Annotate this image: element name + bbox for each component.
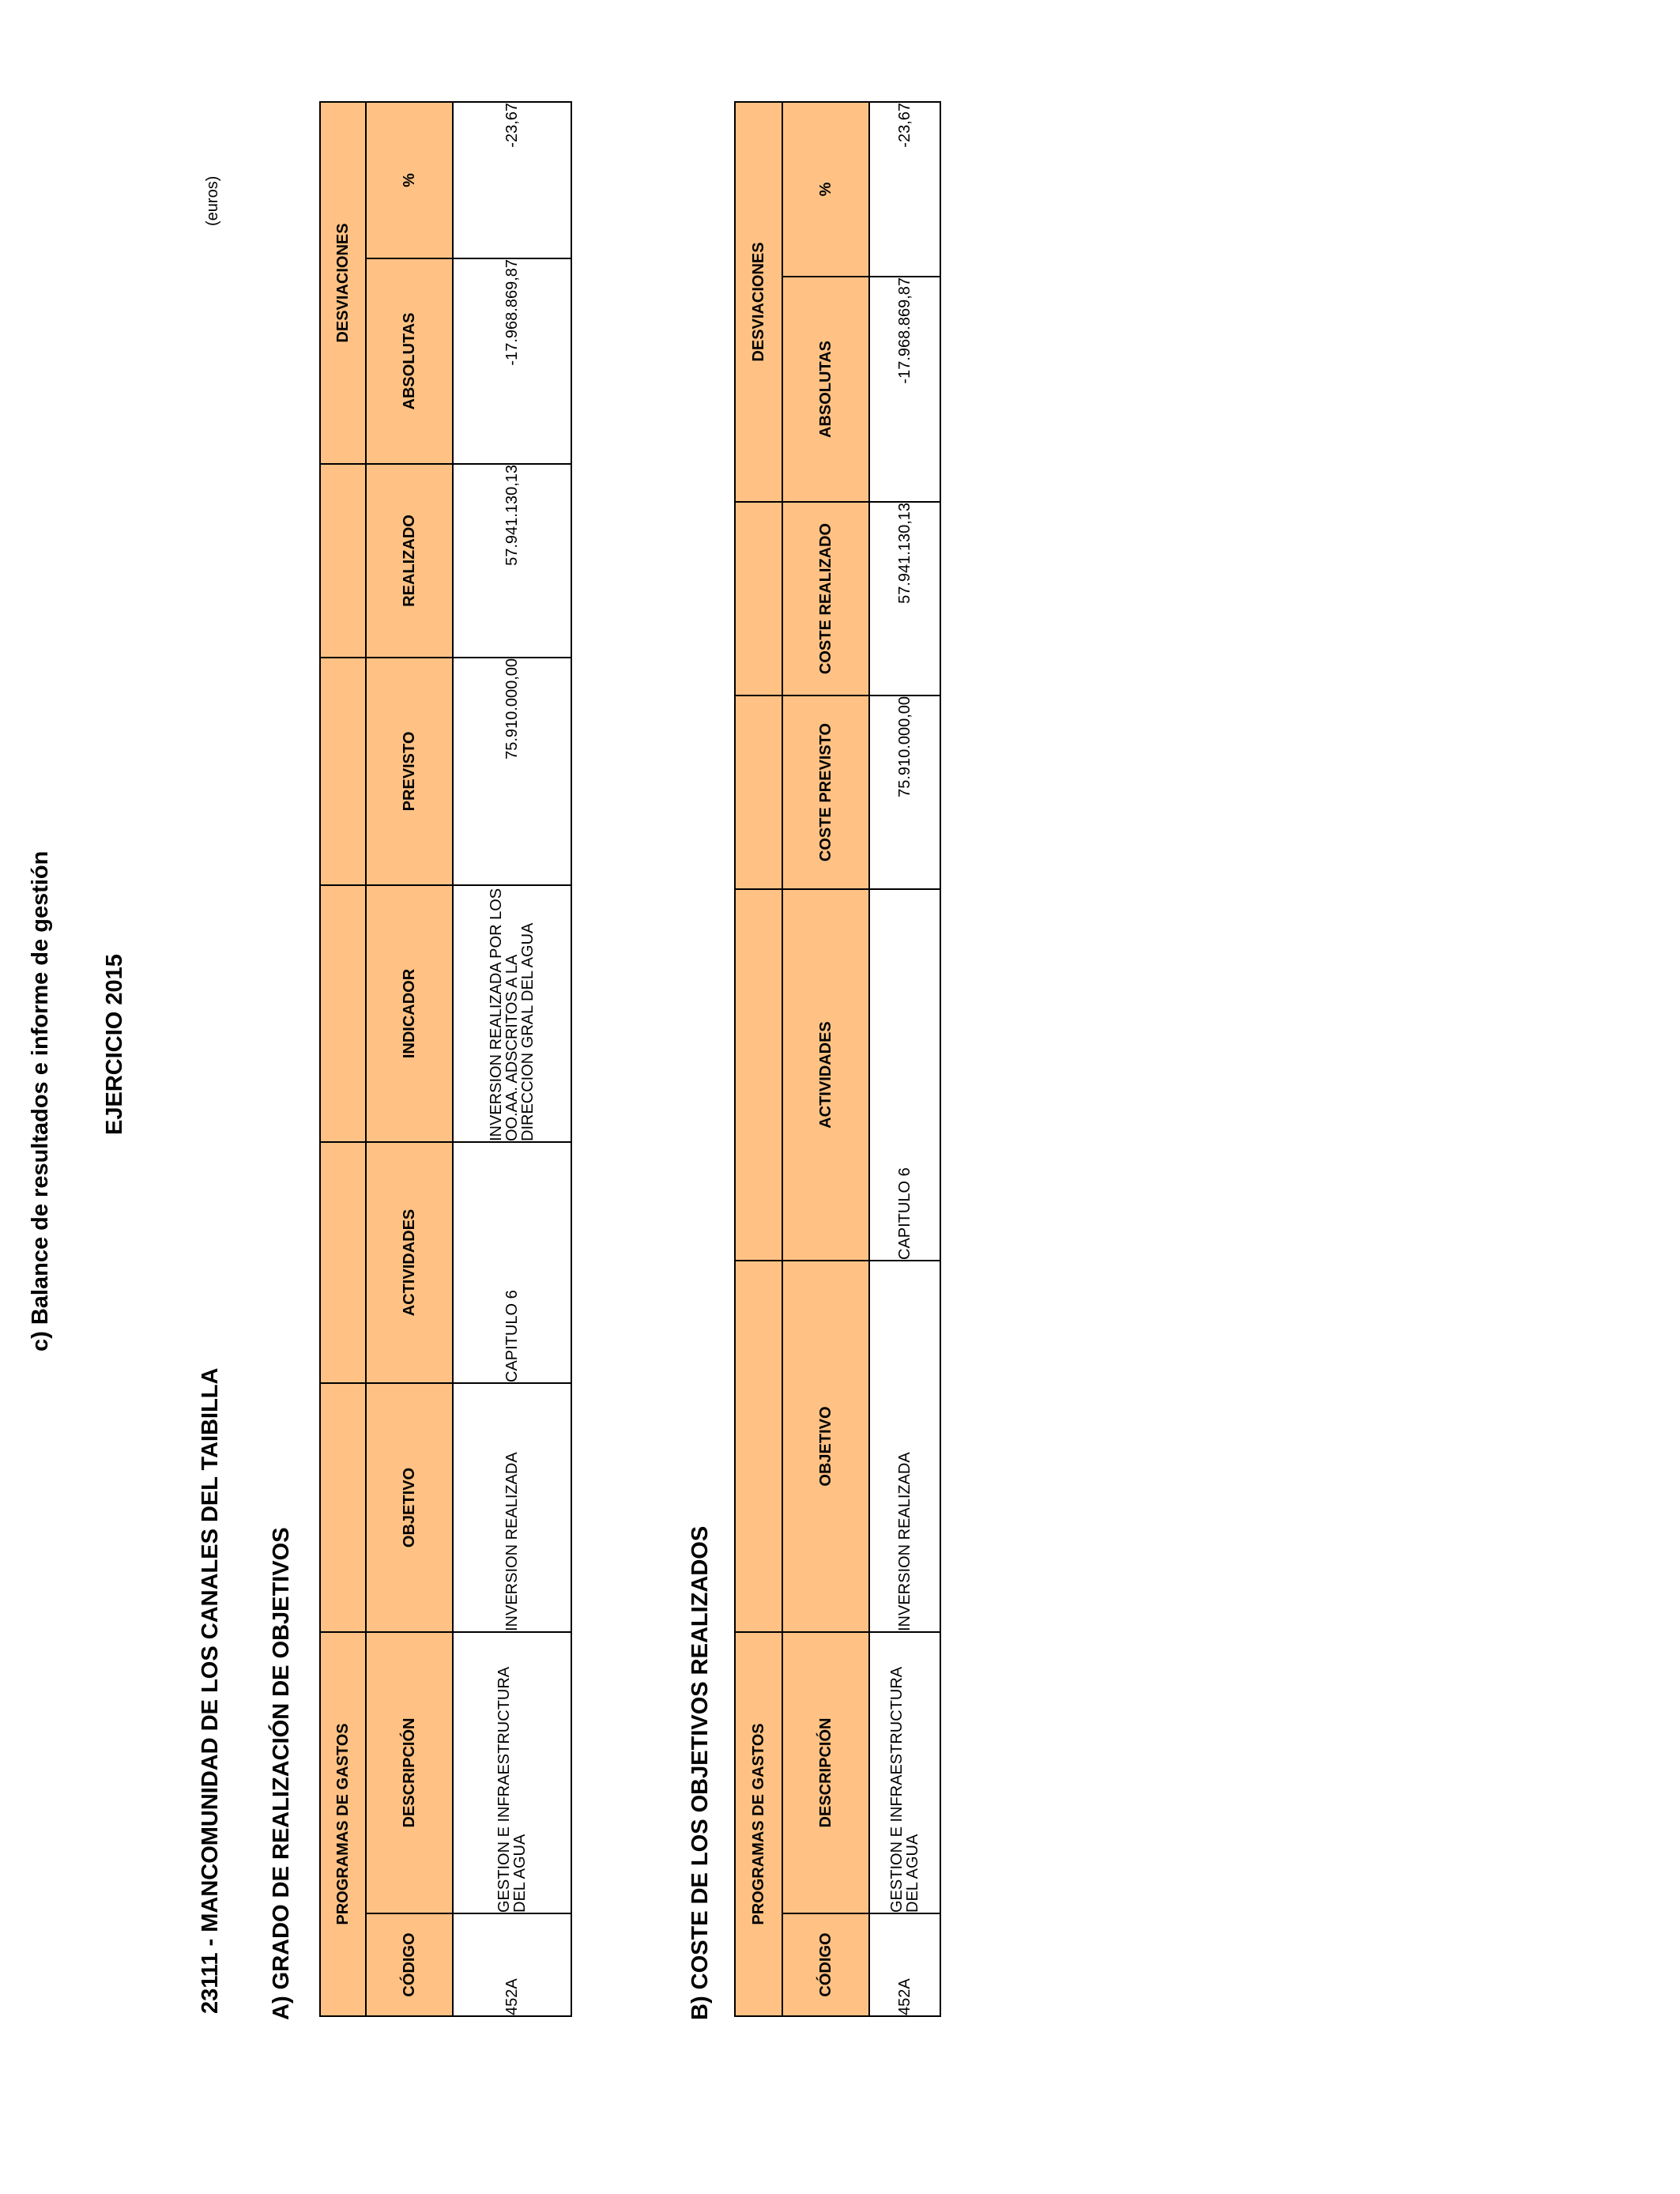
col-absolutas: ABSOLUTAS [366,258,453,464]
group-desviaciones: DESVIACIONES [735,102,782,502]
cell-objetivo: INVERSION REALIZADA [869,1261,940,1632]
cell-actividades: CAPITULO 6 [453,1142,571,1383]
cell-absolutas: -17.968.869,87 [869,277,940,502]
group-programas-gastos: PROGRAMAS DE GASTOS [320,1632,366,2016]
cell-porcentaje: -23,67 [453,102,571,258]
header-filler [735,1261,782,1632]
group-desviaciones: DESVIACIONES [320,102,366,464]
col-codigo: CÓDIGO [782,1913,869,2016]
cell-porcentaje: -23,67 [869,102,940,277]
col-porcentaje: % [366,102,453,258]
cell-descripcion: GESTION E INFRAESTRUCTURA DEL AGUA [869,1632,940,1913]
section-b-title: B) COSTE DE LOS OBJETIVOS REALIZADOS [687,1525,713,2020]
col-previsto: PREVISTO [366,658,453,885]
header-filler [320,1142,366,1383]
col-actividades: ACTIVIDADES [782,889,869,1261]
cell-realizado: 57.941.130,13 [453,464,571,658]
col-absolutas: ABSOLUTAS [782,277,869,502]
cell-absolutas: -17.968.869,87 [453,258,571,464]
cell-coste-previsto: 75.910.000,00 [869,696,940,889]
col-objetivo: OBJETIVO [782,1261,869,1632]
cell-coste-realizado: 57.941.130,13 [869,502,940,696]
col-coste-previsto: COSTE PREVISTO [782,696,869,889]
table-row [453,102,571,2016]
group-programas-gastos: PROGRAMAS DE GASTOS [735,1632,782,2016]
col-objetivo: OBJETIVO [366,1383,453,1632]
cell-codigo: 452A [453,1913,571,2016]
cell-codigo: 452A [869,1913,940,2016]
header-filler [735,696,782,889]
cell-descripcion: GESTION E INFRAESTRUCTURA DEL AGUA [453,1632,571,1913]
section-a-title: A) GRADO DE REALIZACIÓN DE OBJETIVOS [269,1527,294,2020]
year-title: EJERCICIO 2015 [102,954,127,1135]
col-coste-realizado: COSTE REALIZADO [782,502,869,696]
cell-objetivo: INVERSION REALIZADA [453,1383,571,1632]
units-label: (euros) [204,175,221,226]
col-codigo: CÓDIGO [366,1913,453,2016]
objectives-table [319,101,572,2017]
entity-title: 23111 - MANCOMUNIDAD DE LOS CANALES DEL TAIBILLA [198,1367,223,2014]
col-descripcion: DESCRIPCIÓN [366,1632,453,1913]
header-filler [320,1383,366,1632]
cell-actividades: CAPITULO 6 [869,889,940,1261]
col-indicador: INDICADOR [366,885,453,1142]
table-row [869,102,940,2016]
col-porcentaje: % [782,102,869,277]
header-filler [320,464,366,658]
cell-previsto: 75.910.000,00 [453,658,571,885]
costs-table [734,101,941,2017]
col-descripcion: DESCRIPCIÓN [782,1632,869,1913]
header-filler [735,502,782,696]
col-actividades: ACTIVIDADES [366,1142,453,1383]
header-filler [320,885,366,1142]
col-realizado: REALIZADO [366,464,453,658]
header-filler [320,658,366,885]
header-filler [735,889,782,1261]
cell-indicador: INVERSION REALIZADA POR LOS OO.AA. ADSCRITOS A LA DIRECCION GRAL DEL AGUA [453,885,571,1142]
section-title: c) Balance de resultados e informe de gestión [28,850,53,1351]
